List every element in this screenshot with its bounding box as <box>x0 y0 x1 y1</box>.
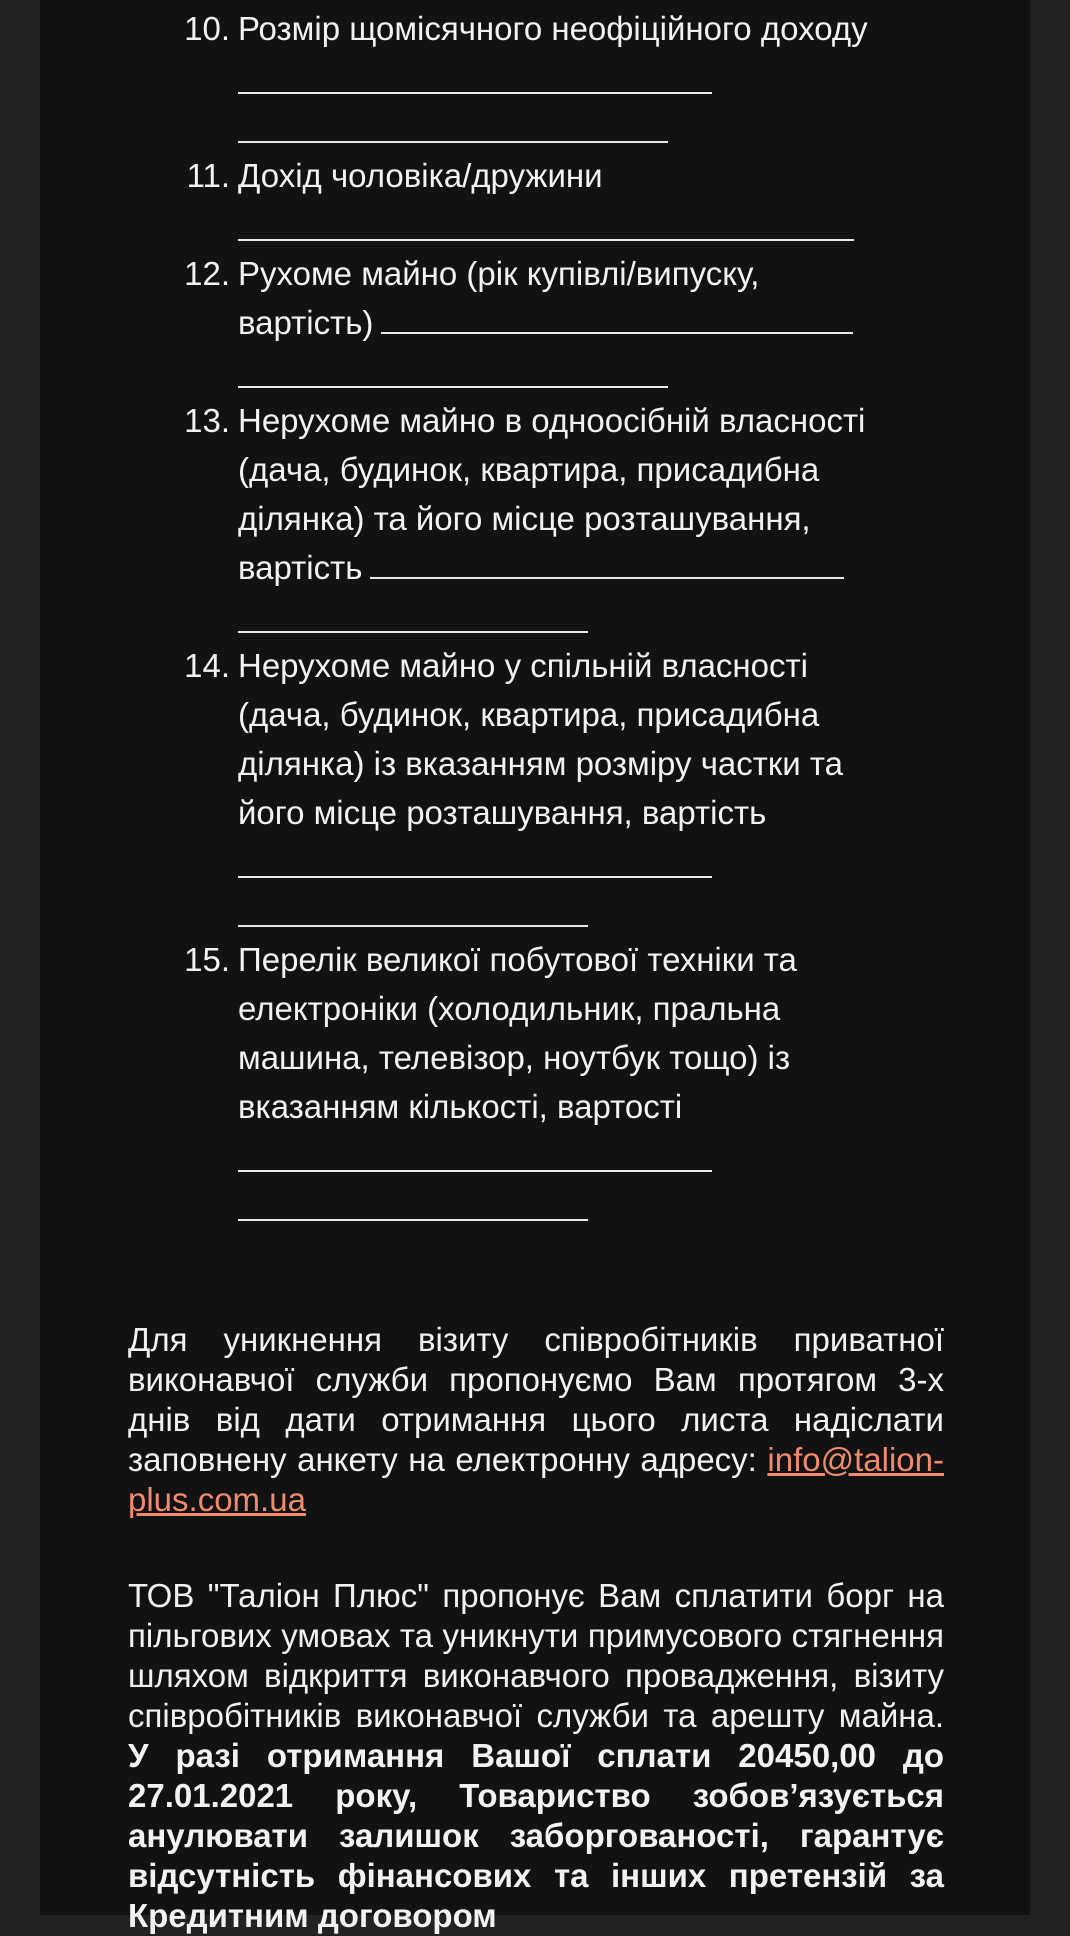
blank-line <box>238 200 978 249</box>
item-text: Перелік великої побутової техніки та <box>238 941 797 978</box>
blank-line <box>238 102 978 151</box>
item-text: Дохід чоловіка/дружини <box>238 157 603 194</box>
form-item-11 <box>40 151 978 249</box>
item-number: 10. <box>184 10 230 47</box>
form-item-13 <box>40 396 978 641</box>
item-text: електроніки (холодильник, пральна <box>238 990 781 1027</box>
offer-text: ТОВ "Таліон Плюс" пропонує Вам сплатити борг на пільгових умовах та уникнути примусового стягнення шляхом відкриття виконавчого провадження, візиту співробітників виконавчої служби та арешту майна. <box>128 1577 944 1734</box>
offer-paragraph <box>128 1576 944 1936</box>
item-text: Нерухоме майно у спільній власності <box>238 647 808 684</box>
blank-line <box>238 1180 978 1229</box>
item-text: Рухоме майно (рік купівлі/випуску, <box>238 255 760 292</box>
notice-paragraph <box>128 1320 944 1520</box>
item-text: вказанням кількості, вартості <box>238 1088 683 1125</box>
item-text: його місце розташування, вартість <box>238 794 767 831</box>
form-item-14 <box>40 641 978 935</box>
item-number: 14. <box>184 647 230 684</box>
item-text: Розмір щомісячного неофіційного доходу <box>238 10 868 47</box>
item-text: вартість) <box>238 304 374 341</box>
form-item-12 <box>40 249 978 396</box>
item-text-with-blank <box>238 543 978 592</box>
email-body <box>40 0 1030 1934</box>
blank-line <box>238 53 978 102</box>
blank-line <box>238 837 978 886</box>
item-number: 11. <box>186 157 230 194</box>
form-item-15 <box>40 935 978 1229</box>
blank-line <box>238 592 978 641</box>
blank-line <box>238 347 978 396</box>
email-link[interactable]: info@talion-plus.com.ua <box>128 1441 944 1518</box>
item-text: ділянка) та його місце розташування, <box>238 500 811 537</box>
item-number: 15. <box>184 941 230 978</box>
inline-blank <box>381 300 853 334</box>
item-number: 13. <box>184 402 230 439</box>
item-text-with-blank <box>238 298 978 347</box>
notice-text: Для уникнення візиту співробітників приватної виконавчої служби пропонуємо Вам протягом 3-х днів від дати отримання цього листа надіслати заповнену анкету на електронну адресу: <box>128 1321 944 1478</box>
item-text: (дача, будинок, квартира, присадибна <box>238 451 820 488</box>
item-text: (дача, будинок, квартира, присадибна <box>238 696 820 733</box>
blank-line <box>238 1131 978 1180</box>
blank-line <box>238 886 978 935</box>
offer-bold-text: У разі отримання Вашої сплати 20450,00 до 27.01.2021 року, Товариство зобов’язується анулювати залишок заборгованості, гарантує відсутність фінансових та інших претензій за Кредитним договором <box>128 1737 944 1934</box>
item-text: Нерухоме майно в одноосібній власності <box>238 402 866 439</box>
item-text: ділянка) із вказанням розміру частки та <box>238 745 844 782</box>
item-number: 12. <box>184 255 230 292</box>
item-text: вартість <box>238 549 363 586</box>
form-item-10 <box>40 4 978 151</box>
inline-blank <box>370 545 844 579</box>
item-text: машина, телевізор, ноутбук тощо) із <box>238 1039 791 1076</box>
